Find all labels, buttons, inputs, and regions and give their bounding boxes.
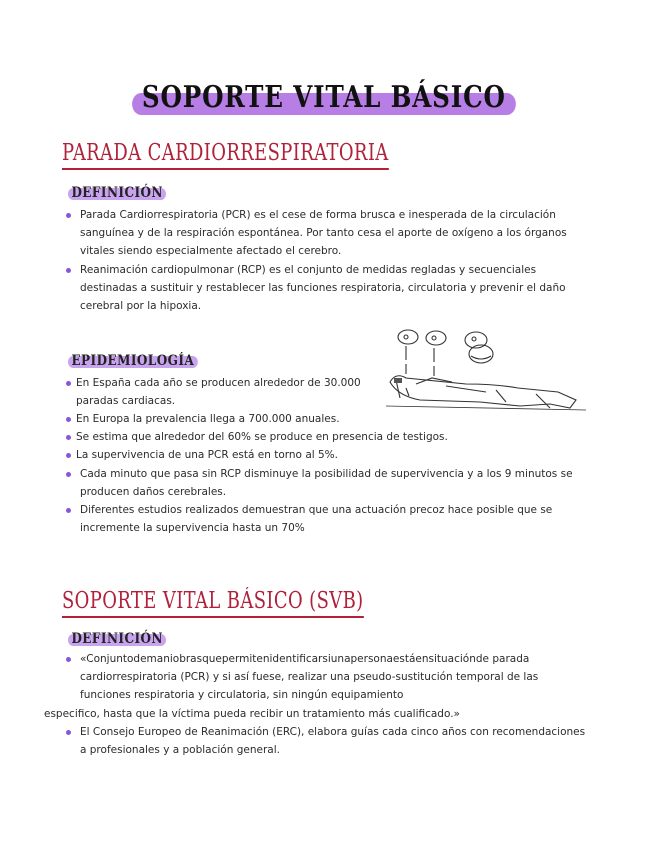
list-item: En Europa la prevalencia llega a 700.000 anuales. — [62, 410, 582, 428]
list-item: Diferentes estudios realizados demuestran que una actuación precoz hace posible que se incremente la supervivencia hasta un 70% — [62, 501, 582, 537]
list-item: En España cada año se producen alrededor de 30.000 paradas cardiacas. — [62, 374, 362, 410]
definicion-list-2 — [62, 650, 590, 705]
definicion-continuation — [44, 705, 564, 723]
list-item: Reanimación cardiopulmonar (RCP) es el conjunto de medidas regladas y secuenciales destinadas a sustituir y restablecer las funciones respiratoria, circulatoria y prevenir el daño cerebral por la hipoxia. — [62, 261, 590, 316]
definicion-list-1 — [62, 206, 590, 315]
list-item: La supervivencia de una PCR está en torno al 5%. — [62, 446, 582, 464]
list-item: «Conjuntodemaniobrasquepermitenidentificarsiunapersonaestáensituaciónde parada cardiorrespiratoria (PCR) y si así fuese, realizar una pseudo-sustitución temporal de las funciones respiratoria y circulatoria, sin ningún equipamiento — [62, 650, 590, 705]
list-item: Parada Cardiorrespiratoria (PCR) es el cese de forma brusca e inesperada de la circulación sanguínea y de la respiración espontánea. Por tanto cesa el aporte de oxígeno a los órganos vitales siendo especialmente afectado el cerebro. — [62, 206, 590, 261]
list-item-continuation: especifico, hasta que la víctima pueda recibir un tratamiento más cualificado.» — [44, 708, 460, 720]
definicion-list-3 — [62, 723, 590, 759]
subheading-epidemiologia: EPIDEMIOLOGÍA — [68, 352, 198, 370]
list-item: Se estima que alrededor del 60% se produce en presencia de testigos. — [62, 428, 582, 446]
epidemiologia-list-top — [62, 374, 362, 410]
page-title: SOPORTE VITAL BÁSICO — [137, 80, 511, 115]
list-item: El Consejo Europeo de Reanimación (ERC), elabora guías cada cinco años con recomendaciones a profesionales y a población general. — [62, 723, 590, 759]
subheading-definicion-2: DEFINICIÓN — [68, 630, 166, 648]
section-heading-svb: SOPORTE VITAL BÁSICO (SVB) — [62, 587, 364, 618]
section-heading-parada: PARADA CARDIORRESPIRATORIA — [62, 139, 389, 170]
cpr-illustration — [386, 328, 586, 418]
list-item: Cada minuto que pasa sin RCP disminuye la posibilidad de supervivencia y a los 9 minutos se producen daños cerebrales. — [62, 465, 582, 501]
epidemiologia-list — [62, 410, 582, 537]
subheading-definicion-1: DEFINICIÓN — [68, 184, 166, 202]
